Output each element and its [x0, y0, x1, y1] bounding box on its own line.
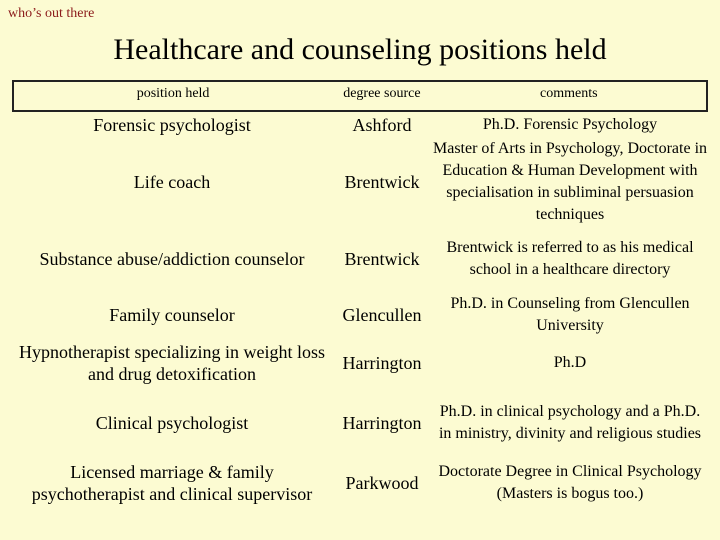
- table-row: [12, 226, 708, 292]
- position-cell: Substance abuse/addiction counselor: [39, 249, 305, 269]
- position-cell: Life coach: [133, 172, 211, 192]
- table-row: [12, 388, 708, 458]
- header-position: position held: [136, 86, 210, 101]
- table-header: [12, 80, 708, 112]
- degree-cell: Brentwick: [344, 172, 420, 192]
- header-comments: comments: [540, 86, 598, 101]
- comments-cell: Doctorate Degree in Clinical Psychology (Masters is bogus too.): [438, 463, 702, 502]
- table-row: [12, 138, 708, 226]
- comments-cell: Ph.D: [553, 354, 587, 371]
- position-cell: Hypnotherapist specializing in weight loss and drug detoxification: [19, 342, 325, 384]
- degree-cell: Glencullen: [342, 305, 422, 325]
- degree-cell: Parkwood: [345, 473, 419, 493]
- table-row: [12, 112, 708, 138]
- comments-cell: Ph.D. in Counseling from Glencullen University: [450, 295, 690, 334]
- positions-table: [12, 80, 708, 508]
- corner-label: who’s out there: [8, 6, 95, 21]
- degree-cell: Ashford: [352, 115, 412, 135]
- comments-cell: Brentwick is referred to as his medical school in a healthcare directory: [446, 239, 694, 278]
- position-cell: Forensic psychologist: [93, 115, 251, 135]
- page-title: Healthcare and counseling positions held: [113, 33, 607, 66]
- position-cell: Licensed marriage & family psychotherapist and clinical supervisor: [31, 462, 313, 504]
- comments-cell: Ph.D. in clinical psychology and a Ph.D. in ministry, divinity and religious studies: [438, 403, 702, 442]
- degree-cell: Harrington: [342, 353, 422, 373]
- table-row: [12, 338, 708, 388]
- table-row: [12, 292, 708, 338]
- position-cell: Clinical psychologist: [95, 413, 249, 433]
- comments-cell: Ph.D. Forensic Psychology: [482, 116, 658, 133]
- degree-cell: Harrington: [342, 413, 422, 433]
- table-row: [12, 458, 708, 508]
- degree-cell: Brentwick: [344, 249, 420, 269]
- position-cell: Family counselor: [109, 305, 235, 325]
- header-degree: degree source: [343, 86, 421, 101]
- comments-cell: Master of Arts in Psychology, Doctorate in Education & Human Development with specialisation in subliminal persuasion techniques: [432, 140, 708, 223]
